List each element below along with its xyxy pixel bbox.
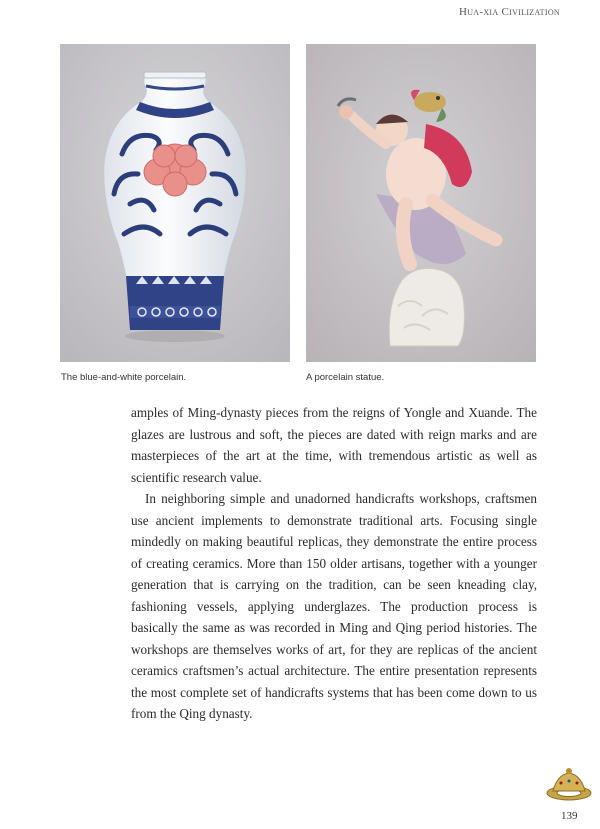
page-number: 139 bbox=[561, 810, 578, 822]
vase-illustration bbox=[60, 44, 290, 362]
crown-ornament-icon bbox=[543, 763, 595, 803]
figure-caption-left: The blue-and-white porcelain. bbox=[61, 372, 187, 383]
statue-illustration bbox=[306, 44, 536, 362]
photo-blue-white-vase bbox=[60, 44, 290, 362]
paragraph-2: In neighboring simple and unadorned handicrafts workshops, craftsmen use ancient implements to demonstrate traditional arts. Focusing single mindedly on making beautiful replicas, they demonstrate the entire process of creating ceramics. More than 150 older artisans, together with a younger generation that is carrying on the tradition, can be seen kneading clay, fashioning vessels, applying underglazes. The production process is basically the same as was recorded in Ming and Qing period histories. The workshops are themselves works of art, for they are replicas of the ancient ceramics craftsmen’s actual architecture. The entire presentation represents the most complete set of handicrafts systems that has been come down to us from the Qing dynasty. bbox=[131, 491, 537, 721]
photo-porcelain-statue bbox=[306, 44, 536, 362]
running-head: Hua-xia Civilization bbox=[458, 6, 560, 18]
body-text bbox=[131, 402, 537, 725]
figure-caption-right: A porcelain statue. bbox=[306, 372, 385, 383]
paragraph-1: amples of Ming-dynasty pieces from the reigns of Yongle and Xuande. The glazes are lustrous and soft, the pieces are dated with reign marks and are masterpieces of the art at the time, with tremendous artistic as well as scientific research value. bbox=[131, 405, 537, 485]
